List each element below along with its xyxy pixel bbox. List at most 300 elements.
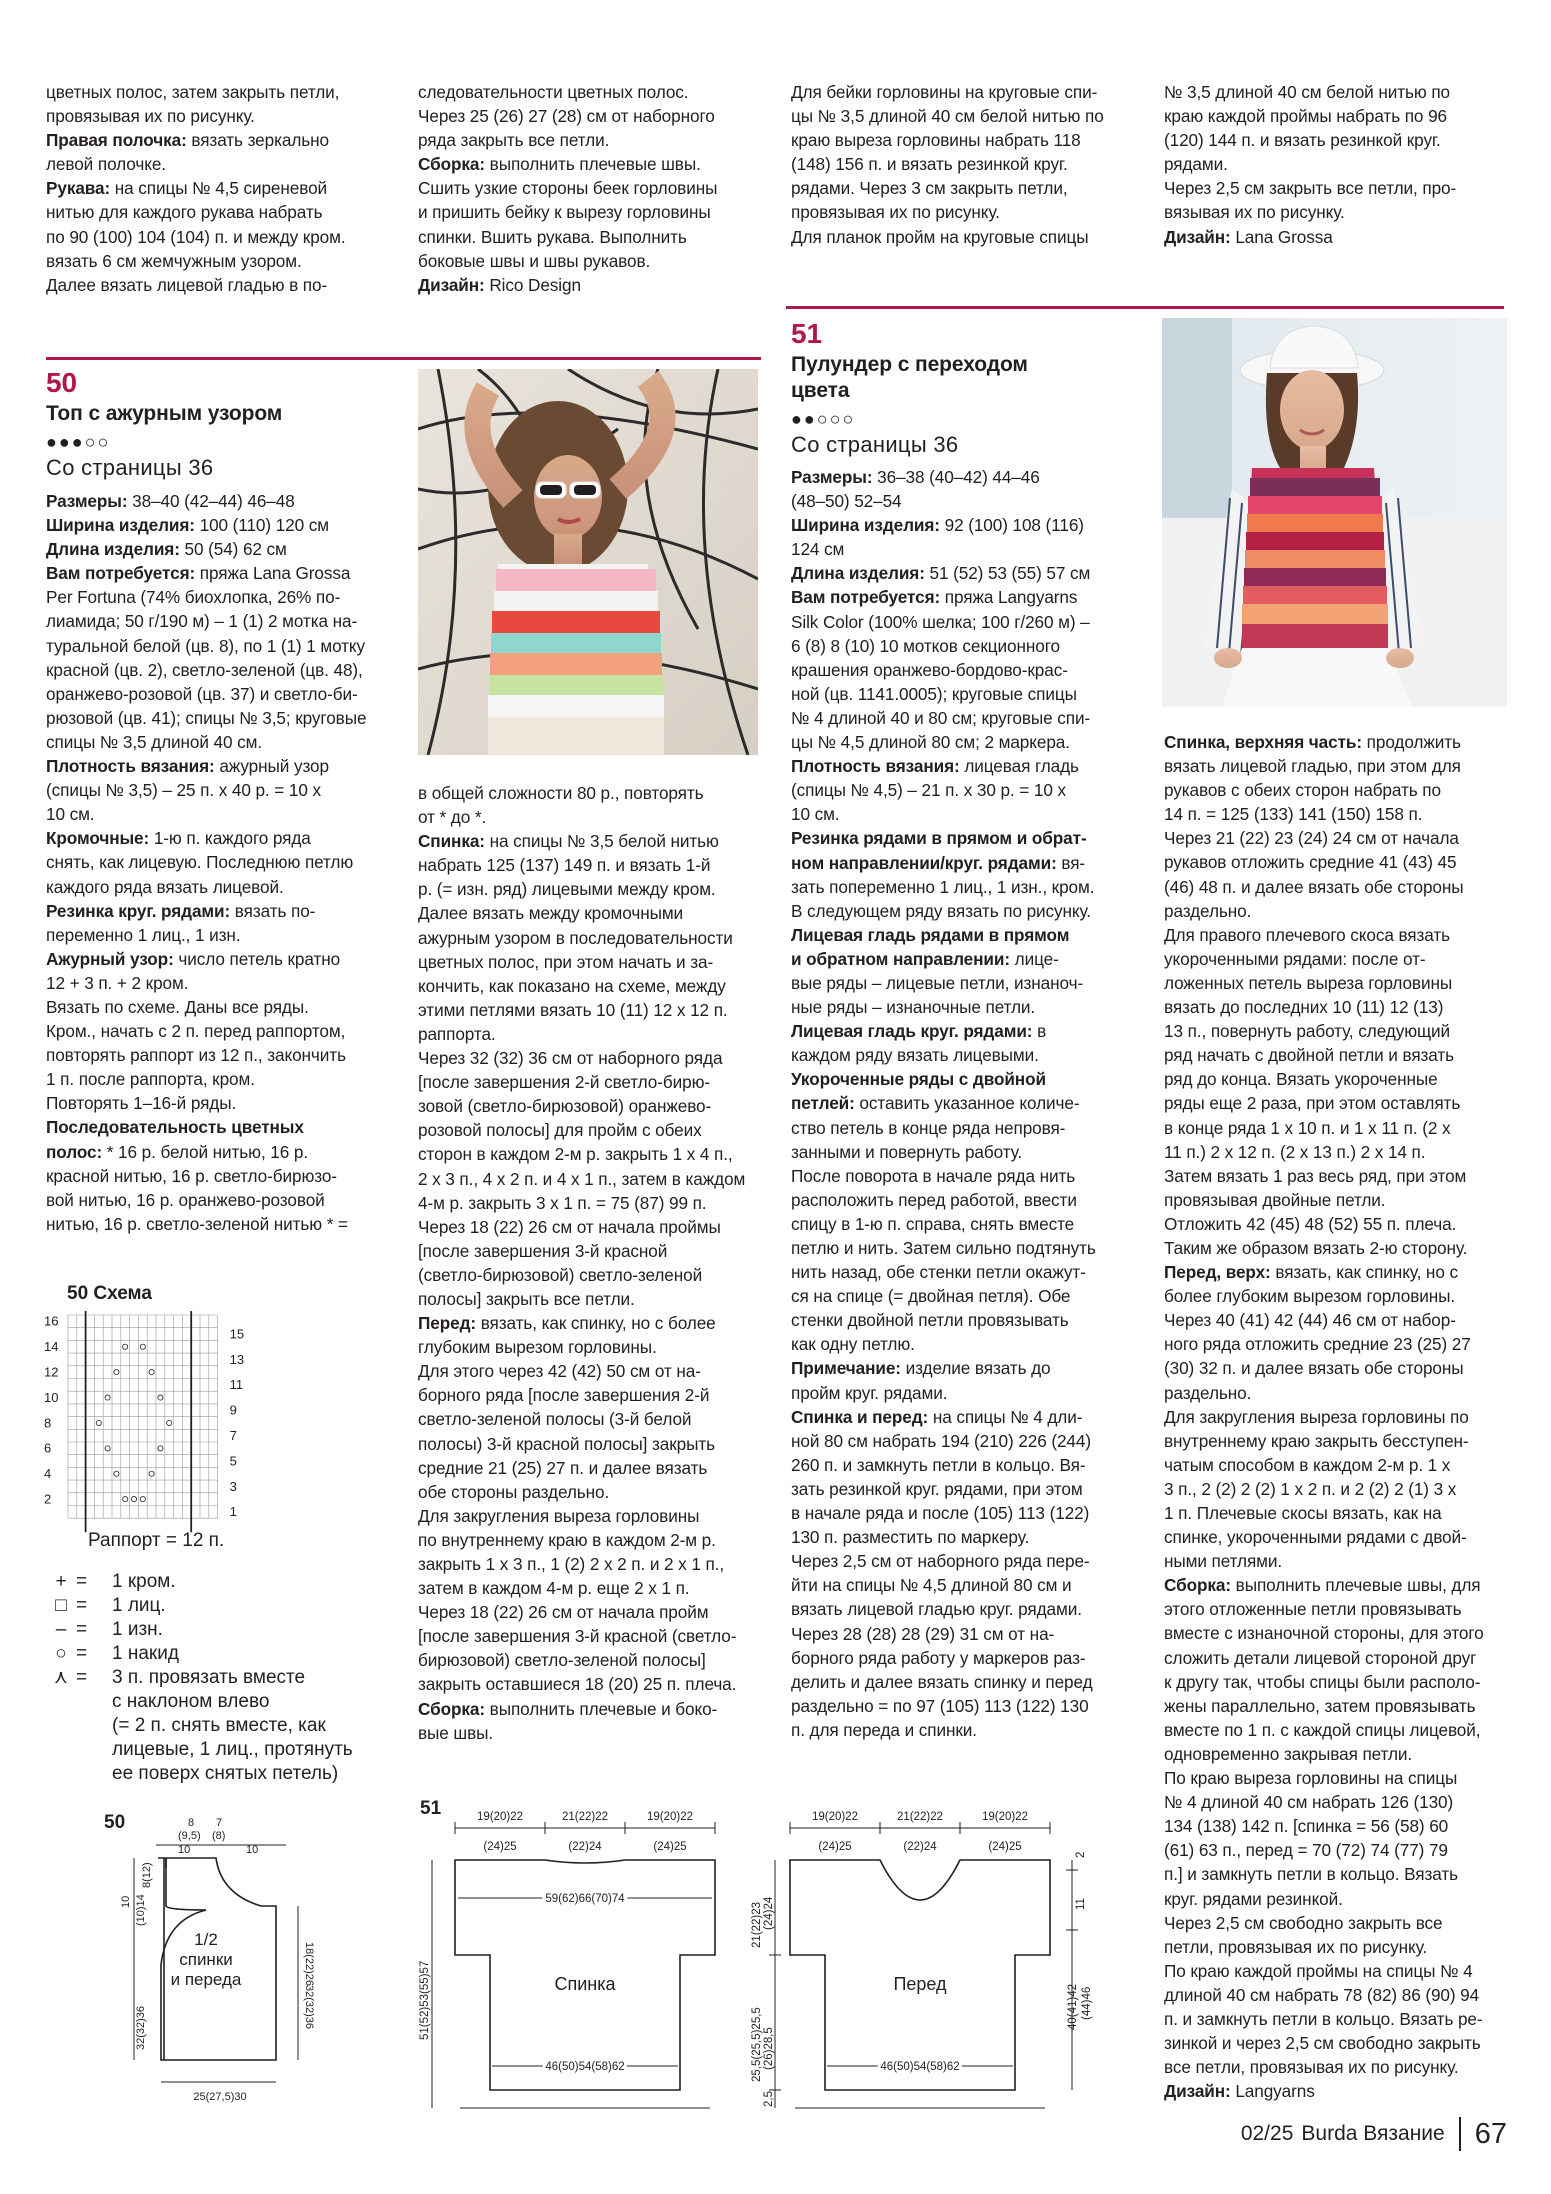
text-line: [791, 754, 1141, 778]
text-line-plain: 14 п. = 125 (133) 141 (150) 158 п.: [1164, 804, 1423, 825]
text-line: [46, 802, 388, 826]
text-line: [791, 706, 1141, 730]
text-line-plain: чатым способом в каждом 2-м р. 1 х: [1164, 1454, 1451, 1475]
text-line-plain: круг. рядами резинкой.: [1164, 1888, 1343, 1909]
text-line-plain: цы № 4,5 длиной 80 см; 2 маркера.: [791, 732, 1070, 753]
text-line-plain: закрыть оставшиеся 18 (20) 25 п. плеча.: [418, 1674, 737, 1695]
text-line-plain: зать попеременно 1 лиц., 1 изн., кром.: [791, 876, 1095, 897]
schematic-50-dim-left1: 10: [120, 1895, 132, 1908]
text-line-plain: сторон в каждом 2-м р. закрыть 1 х 4 п.,: [418, 1144, 733, 1165]
col1-top: [46, 80, 386, 297]
text-line-plain: ство петель в конце ряда непровя-: [791, 1117, 1066, 1138]
chart-50-row-label: 13: [229, 1351, 245, 1367]
chart-50-yarn-over: [123, 1344, 128, 1349]
text-line: [791, 826, 1141, 850]
text-line: [791, 875, 1141, 899]
text-line: [418, 1504, 763, 1528]
legend-text: лицевые, 1 лиц., протянуть: [112, 1739, 353, 1760]
text-line: [791, 995, 1141, 1019]
text-line-plain: длиной 40 см набрать 78 (82) 86 (90) 94: [1164, 1984, 1480, 2005]
text-line: [418, 805, 763, 829]
text-line-plain: 50 (54) 62 см: [179, 539, 287, 560]
text-line-plain: на спицы № 4 дли-: [928, 1406, 1083, 1427]
pattern51-title-line2: цвета: [791, 379, 850, 402]
text-line: [46, 995, 388, 1019]
schematic-50-dim-top1b: (9,5): [178, 1830, 201, 1842]
legend-row: [46, 1594, 396, 1618]
legend-text: 1 лиц.: [112, 1595, 166, 1616]
text-line: [1164, 1236, 1509, 1260]
pattern50-title: Топ с ажурным узором: [46, 402, 283, 425]
text-line-plain: 10 см.: [46, 804, 95, 825]
schematic-50-dim-top2: 7: [216, 1817, 223, 1829]
text-line-plain: спинке, укороченными рядами с двой-: [1164, 1527, 1467, 1548]
text-line-plain: Далее вязать лицевой гладью в по-: [46, 274, 328, 295]
text-line-plain: После поворота в начале ряда нить: [791, 1165, 1076, 1186]
text-line-plain: В следующем ряду вязать по рисунку.: [791, 900, 1091, 921]
text-line: [418, 1191, 763, 1215]
text-line-plain: ложенных петель выреза горловины: [1164, 972, 1453, 993]
text-line-plain: (148) 156 п. и вязать резинкой круг.: [791, 154, 1068, 175]
text-line-plain: 36–38 (40–42) 44–46: [872, 467, 1040, 487]
text-line-plain: цы № 3,5 длиной 40 см белой нитью по: [791, 106, 1104, 127]
text-line-plain: оставить указанное количе-: [854, 1093, 1080, 1114]
text-line: [418, 1263, 763, 1287]
text-line-plain: Через 2,5 см свободно закрыть все: [1164, 1912, 1443, 1933]
text-line-plain: (спицы № 4,5) – 21 п. х 30 р. = 10 х: [791, 780, 1066, 801]
text-line: [1164, 1887, 1509, 1911]
text-line-plain: ряд до конца. Вязать укороченные: [1164, 1069, 1438, 1090]
text-line: [791, 1525, 1141, 1549]
text-line: [418, 80, 758, 104]
text-line: [791, 1646, 1141, 1670]
text-line: [418, 249, 758, 273]
text-line: [791, 200, 1136, 224]
chart-50-row-label: 1: [229, 1504, 237, 1520]
chart-50-yarn-over: [140, 1497, 145, 1502]
legend-symbol: [46, 1714, 76, 1738]
text-line-plain: По краю выреза горловины на спицы: [1164, 1768, 1458, 1789]
text-line-plain: переменно 1 лиц., 1 изн.: [46, 924, 241, 945]
text-line: [418, 1070, 763, 1094]
text-line: [418, 1142, 763, 1166]
chart-50-row-label: 8: [44, 1415, 52, 1431]
text-line: [791, 778, 1141, 802]
text-line-plain: вязать зеркально: [186, 130, 329, 151]
text-line-plain: 12 + 3 п. + 2 кром.: [46, 972, 189, 993]
text-line: [418, 152, 758, 176]
text-line: [418, 1648, 763, 1672]
text-line-plain: выполнить плечевые швы, для: [1230, 1575, 1481, 1596]
text-line: [418, 1167, 763, 1191]
text-line: [1164, 1140, 1509, 1164]
text-line-plain: туральной белой (цв. 8), по 1 (1) 1 мотку: [46, 635, 366, 656]
legend-symbol: ⋏: [54, 1667, 68, 1688]
text-line: [1164, 1790, 1509, 1814]
schematic-51-label: 51: [420, 1798, 442, 1819]
text-line-plain: Для закругления выреза горловины по: [1164, 1406, 1469, 1427]
text-line: [1164, 104, 1509, 128]
text-line: [1164, 826, 1509, 850]
chart-50-row-label: 7: [229, 1428, 237, 1443]
text-line: [1164, 1332, 1509, 1356]
text-line: [1164, 80, 1509, 104]
text-line: [418, 1624, 763, 1648]
text-line-plain: Для правого плечевого скоса вязать: [1164, 924, 1450, 945]
text-line: [791, 1405, 1141, 1429]
text-line: [46, 225, 386, 249]
text-line-plain: красной нитью, 16 р. светло-бирюзо-: [46, 1165, 337, 1186]
text-line-plain: Сшить узкие стороны беек горловины: [418, 178, 718, 199]
text-line-plain: раппорта.: [418, 1023, 496, 1044]
schematic-51-front-top-b: 21(22)22: [896, 1811, 944, 1823]
text-line-plain: Langyarns: [1230, 2081, 1315, 2102]
text-line-plain: п. и замкнуть петли в кольцо. Вязать ре-: [1164, 2008, 1483, 2029]
text-line: [46, 875, 388, 899]
schematic-50-dim-right2: 32(32)36: [303, 1985, 315, 2030]
text-line-plain: № 4 длиной 40 см набрать 126 (130): [1164, 1792, 1454, 1813]
text-line: [1164, 850, 1509, 874]
text-line-plain: спицу в 1-ю п. справа, снять вместе: [791, 1213, 1075, 1234]
text-line: [1164, 1959, 1509, 1983]
text-line: [46, 754, 388, 778]
text-line-bold: Плотность вязания:: [791, 756, 960, 777]
text-line-plain: этого отложенные петли провязывать: [1164, 1599, 1462, 1620]
text-line: [46, 1043, 388, 1067]
text-line-plain: делить и далее вязать спинку и перед: [791, 1671, 1093, 1692]
schematic-50-dim-right1: 18(22)26: [303, 1942, 315, 1987]
text-line: [791, 1308, 1141, 1332]
text-line-plain: 100 (110) 120 см: [194, 515, 329, 536]
legend-symbol: □: [55, 1595, 67, 1616]
text-line-plain: обе стороны раздельно.: [418, 1481, 610, 1502]
text-line: [1164, 1091, 1509, 1115]
text-line-plain: 11 п.) 2 х 12 п. (2 х 13 п.) 2 х 14 п.: [1164, 1141, 1426, 1162]
text-line-plain: розовой полосы] для пройм с обеих: [418, 1120, 702, 1141]
text-line: [791, 225, 1136, 249]
text-line-bold: и обратном направлении:: [791, 948, 1010, 969]
text-line-plain: спинки. Вшить рукава. Выполнить: [418, 226, 687, 247]
text-line-plain: ся на спице (= двойная петля). Обе: [791, 1286, 1071, 1307]
text-line: [418, 1480, 763, 1504]
text-line: [46, 706, 388, 730]
text-line: [791, 1164, 1141, 1188]
pattern50-from-page: Со страницы 36: [46, 455, 214, 480]
text-line: [1164, 1477, 1509, 1501]
text-line: [1164, 200, 1509, 224]
pattern51-number: 51: [791, 318, 822, 349]
text-line-plain: число петель кратно: [173, 948, 341, 969]
text-line-plain: повторять раппорт из 12 п., закончить: [46, 1045, 346, 1066]
col1-body: [46, 489, 388, 1236]
text-line-plain: в конце ряда 1 х 10 п. и 1 х 11 п. (2 х: [1164, 1117, 1451, 1138]
text-line: [1164, 802, 1509, 826]
text-line-plain: № 4 длиной 40 и 80 см; круговые спи-: [791, 707, 1091, 728]
text-line-plain: Для этого через 42 (42) 50 см от на-: [418, 1361, 701, 1382]
text-line-plain: [после завершения 3-й красной: [418, 1240, 668, 1261]
text-line: [46, 1067, 388, 1091]
text-line: [418, 1215, 763, 1239]
text-line: [791, 1356, 1141, 1380]
text-line: [418, 1432, 763, 1456]
legend-text: (= 2 п. снять вместе, как: [112, 1715, 326, 1736]
text-line: [46, 176, 386, 200]
text-line: [1164, 2055, 1509, 2079]
text-line: [418, 1697, 763, 1721]
chart-50-yarn-over: [123, 1497, 128, 1502]
text-line: [1164, 1525, 1509, 1549]
text-line: [418, 853, 763, 877]
text-line: [1164, 1742, 1509, 1766]
text-line-plain: (61) 63 п., перед = 70 (72) 74 (77) 79: [1164, 1840, 1448, 1861]
text-line-plain: 38–40 (42–44) 46–48: [127, 491, 295, 511]
text-line-bold: Длина изделия:: [791, 563, 925, 584]
text-line-plain: в начале ряда и после (105) 113 (122): [791, 1503, 1090, 1524]
text-line: [791, 1694, 1141, 1718]
legend-symbol: [46, 1738, 76, 1762]
text-line-plain: Через 18 (22) 26 см от начала проймы: [418, 1216, 721, 1237]
schematic-50-dim-bottom: 25(27,5)30: [193, 2091, 247, 2103]
text-line-plain: провязывая их по рисунку.: [46, 106, 255, 127]
text-line-plain: (светло-бирюзовой) светло-зеленой: [418, 1264, 703, 1285]
text-line-bold: Ажурный узор:: [46, 948, 174, 969]
text-line: [418, 176, 758, 200]
text-line: [1164, 899, 1509, 923]
text-line: [46, 1019, 388, 1043]
chart-50-row-label: 12: [44, 1364, 59, 1380]
text-line-plain: следовательности цветных полос.: [418, 82, 689, 102]
text-line-bold: Лицевая гладь круг. рядами:: [791, 1021, 1033, 1042]
text-line: [1164, 1453, 1509, 1477]
text-line-plain: вые ряды – лицевые петли, изнаноч-: [791, 972, 1084, 993]
text-line-plain: р. (= изн. ряд) лицевыми между кром.: [418, 879, 716, 900]
text-line-bold: Укороченные ряды с двойной: [791, 1069, 1046, 1090]
text-line-plain: глубоким вырезом горловины.: [418, 1337, 657, 1358]
text-line: [791, 1260, 1141, 1284]
text-line-plain: 1-ю п. каждого ряда: [149, 828, 311, 849]
text-line-bold: Правая полочка:: [46, 130, 187, 151]
text-line-plain: лиамида; 50 г/190 м) – 1 (1) 2 мотка на-: [46, 611, 358, 632]
text-line: [418, 926, 763, 950]
schematic-51-front-bottom: 46(50)54(58)62: [880, 2061, 960, 2073]
text-line-plain: 1 п. после раппорта, кром.: [46, 1069, 255, 1090]
pattern50-difficulty: ●●●○○: [46, 432, 111, 452]
text-line-plain: Через 25 (26) 27 (28) см от наборного: [418, 106, 715, 127]
text-line-plain: [после завершения 3-й красной (светло-: [418, 1626, 737, 1647]
text-line-plain: борного ряда работу у маркеров раз-: [791, 1647, 1086, 1668]
text-line: [791, 1622, 1141, 1646]
text-line-plain: занными и повернуть работу.: [791, 1141, 1023, 1162]
text-line: [418, 1287, 763, 1311]
text-line: [1164, 2031, 1509, 2055]
text-line-plain: йти на спицы № 4,5 длиной 80 см и: [791, 1575, 1072, 1596]
text-line: [791, 1718, 1141, 1742]
text-line-bold: Спинка:: [418, 831, 485, 852]
text-line-plain: провязывая двойные петли.: [1164, 1189, 1386, 1210]
text-line-plain: № 3,5 длиной 40 см белой нитью по: [1164, 82, 1450, 102]
text-line-plain: * 16 р. белой нитью, 16 р.: [102, 1141, 309, 1162]
text-line-plain: нитью для каждого рукава набрать: [46, 202, 323, 223]
text-line: [791, 1597, 1141, 1621]
text-line: [791, 899, 1141, 923]
text-line-plain: Через 28 (28) 28 (29) 31 см от на-: [791, 1623, 1055, 1644]
text-line: [791, 1212, 1141, 1236]
pattern51-title-line1: Пулундер с переходом: [791, 353, 1028, 376]
text-line-plain: пряжа Langyarns: [940, 587, 1078, 608]
text-line-plain: Далее вязать между кромочными: [418, 903, 684, 924]
schematic-51-front-left1b: (24)24: [763, 1896, 775, 1930]
text-line-plain: Rico Design: [484, 274, 581, 295]
text-line: [418, 901, 763, 925]
text-line: [791, 1381, 1141, 1405]
chart-50-row-label: 2: [44, 1491, 52, 1507]
text-line-plain: ряда закрыть все петли.: [418, 130, 610, 151]
text-line: [46, 658, 388, 682]
text-line-bold: Рукава:: [46, 178, 111, 199]
text-line-plain: на спицы № 3,5 белой нитью: [484, 831, 719, 852]
text-line-plain: [после завершения 2-й светло-бирю-: [418, 1072, 711, 1093]
text-line-bold: Вам потребуется:: [46, 563, 196, 584]
schematic-50-dim-left1c: 8(12): [141, 1862, 153, 1888]
pattern51-header: [791, 318, 1141, 460]
chart-50-row-label: 3: [229, 1478, 237, 1494]
text-line-plain: По краю каждой проймы на спицы № 4: [1164, 1960, 1473, 1981]
schematic-51-front-top-a: 19(20)22: [811, 1811, 859, 1823]
col3-top: [791, 80, 1136, 249]
text-line-plain: раздельно = по 97 (105) 113 (122) 130: [791, 1695, 1089, 1716]
text-line: [1164, 1573, 1509, 1597]
text-line: [418, 1552, 763, 1576]
text-line-plain: ные ряды – изнаночные петли.: [791, 997, 1036, 1018]
text-line: [1164, 1501, 1509, 1525]
text-line-plain: жены параллельно, затем провязывать: [1164, 1695, 1476, 1716]
legend-symbol: +: [55, 1571, 67, 1592]
text-line-bold: Перед:: [418, 1313, 477, 1334]
section-rule-50: [46, 357, 761, 360]
text-line-plain: полосы] закрыть все петли.: [418, 1288, 635, 1309]
text-line-plain: Для закругления выреза горловины: [418, 1505, 700, 1526]
text-line-plain: полосы) 3-й красной полосы] закрыть: [418, 1433, 715, 1454]
text-line-plain: укороченными рядами: после от-: [1164, 948, 1426, 969]
text-line: [791, 465, 1141, 489]
text-line-plain: цветных полос, при этом начать и за-: [418, 951, 714, 972]
text-line-plain: 2 х 3 п., 4 х 2 п. и 4 х 1 п., затем в каждом: [418, 1168, 746, 1189]
chart-50-yarn-over: [149, 1471, 154, 1476]
text-line: [1164, 730, 1509, 754]
text-line-plain: лице-: [1009, 948, 1059, 969]
text-line-plain: Повторять 1–16-й ряды.: [46, 1093, 237, 1114]
schematic-51-front: [751, 1811, 1093, 2108]
chart-50-grid: [40, 1305, 390, 1545]
text-line-plain: набрать 125 (137) 149 п. и вязать 1-й: [418, 855, 711, 876]
text-line-plain: зовой (светло-бирюзовой) оранжево-: [418, 1096, 712, 1117]
text-line: [418, 128, 758, 152]
text-line-plain: Для планок пройм на круговые спицы: [791, 226, 1089, 247]
text-line-plain: ряд начать с двойной петли и вязать: [1164, 1045, 1455, 1066]
schematic-50-dim-top2b: (8): [212, 1830, 226, 1842]
text-line-bold: Плотность вязания:: [46, 756, 215, 777]
text-line-plain: каждого ряда вязать лицевой.: [46, 876, 284, 897]
text-line: [1164, 875, 1509, 899]
text-line-plain: ной 80 см набрать 194 (210) 226 (244): [791, 1430, 1091, 1451]
text-line-plain: средние 21 (25) 27 п. и далее вязать: [418, 1457, 708, 1478]
text-line-plain: Для бейки горловины на круговые спи-: [791, 82, 1098, 102]
text-line-plain: (30) 32 п. и далее вязать обе стороны: [1164, 1358, 1464, 1379]
text-line: [46, 682, 388, 706]
schematic-51-front-left2b: (26)28,5: [763, 2027, 775, 2070]
text-line: [418, 1239, 763, 1263]
text-line-plain: ажурный узор: [214, 756, 329, 777]
text-line-plain: Затем вязать 1 раз весь ряд, при этом: [1164, 1165, 1467, 1186]
text-line: [1164, 1188, 1509, 1212]
schematic-50: [46, 1810, 346, 2120]
text-line-plain: Через 32 (32) 36 см от наборного ряда: [418, 1048, 723, 1069]
text-line: [791, 176, 1136, 200]
legend-row: [46, 1762, 396, 1786]
text-line: [1164, 1549, 1509, 1573]
text-line-plain: 260 п. и замкнуть петли в кольцо. Вя-: [791, 1454, 1086, 1475]
text-line-plain: рюзовой (цв. 41); спицы № 3,5; круговые: [46, 707, 367, 728]
legend-symbol: [46, 1690, 76, 1714]
text-line-bold: Последовательность цветных: [46, 1117, 304, 1138]
schematic-51-front-right2: 11: [1075, 1898, 1087, 1910]
text-line: [791, 1429, 1141, 1453]
text-line-bold: Резинка рядами в прямом и обрат-: [791, 828, 1087, 849]
text-line-plain: как одну петлю.: [791, 1334, 915, 1355]
schematic-50-dim-top3: 10: [178, 1844, 191, 1856]
chart-50-yarn-over: [140, 1344, 145, 1349]
text-line-plain: рукавов отложить средние 41 (43) 45: [1164, 852, 1457, 873]
schematic-51: [410, 1790, 1150, 2130]
chart-50-row-label: 5: [229, 1453, 237, 1469]
text-line-bold: Ширина изделия:: [46, 515, 195, 536]
text-line-plain: Через 2,5 см закрыть все петли, про-: [1164, 178, 1457, 199]
text-line-plain: (спицы № 3,5) – 25 п. х 40 р. = 10 х: [46, 780, 321, 801]
text-line-plain: Silk Color (100% шелка; 100 г/260 м) –: [791, 611, 1090, 632]
text-line-plain: петли, провязывая их по рисунку.: [1164, 1936, 1428, 1957]
text-line-plain: бирюзовой) светло-зеленой полосы]: [418, 1650, 706, 1671]
footer-separator: [1459, 2117, 1461, 2151]
text-line-bold: Размеры:: [791, 467, 873, 487]
col4-top: [1164, 80, 1509, 249]
legend-equals: =: [76, 1643, 88, 1664]
text-line: [1164, 1019, 1509, 1043]
text-line-plain: вязывая их по рисунку.: [1164, 202, 1345, 223]
text-line-plain: рядами.: [1164, 154, 1228, 175]
pattern51-difficulty: ●●○○○: [791, 409, 856, 429]
legend-text: 1 накид: [112, 1643, 179, 1664]
legend-row: [46, 1714, 396, 1738]
schematic-51-back-top-a: 19(20)22: [476, 1811, 524, 1823]
schematic-50-dim-left2: 32(32)36: [135, 2005, 147, 2050]
text-line: [418, 1311, 763, 1335]
text-line: [418, 1600, 763, 1624]
text-line-plain: петлю и нить. Затем сильно подтянуть: [791, 1238, 1096, 1258]
col3-body: [791, 465, 1141, 1742]
text-line-plain: Таким же образом вязать 2-ю сторону.: [1164, 1237, 1468, 1258]
text-line: [1164, 1597, 1509, 1621]
text-line: [1164, 1067, 1509, 1091]
text-line: [418, 273, 758, 297]
text-line-plain: рядами. Через 3 см закрыть петли,: [791, 178, 1068, 199]
text-line: [791, 1501, 1141, 1525]
chart-50-row-label: 14: [44, 1339, 59, 1355]
text-line: [46, 152, 386, 176]
page-number: 67: [1474, 2117, 1507, 2150]
text-line: [791, 682, 1141, 706]
text-line: [791, 561, 1141, 585]
legend-row: [46, 1666, 396, 1690]
